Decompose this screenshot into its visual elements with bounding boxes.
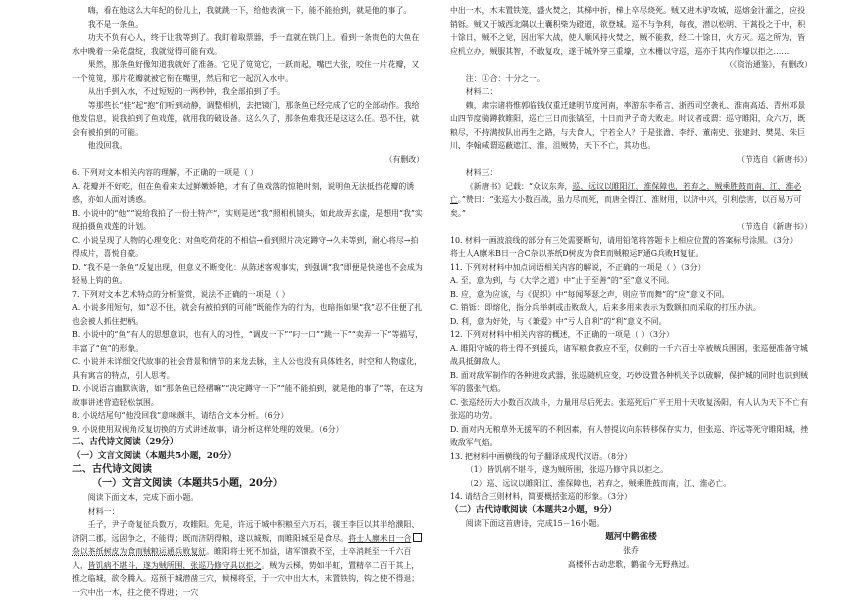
source-note: （节选自《新唐书》）	[737, 154, 812, 164]
story-paragraph: 果然，那条鱼好像知道我就好了准备。它见了笕笕它，一跃而起，嘴巴大张，咬住一片花瓣，又一个笕笕，那片花瓣就被它衔在嘴里，然后和它一起沉入水中。	[72, 60, 420, 83]
section-heading: 二、古代诗文阅读	[72, 464, 152, 475]
question-7: 7. 下列对文本艺术特点的分析鉴赏，说法不正确的一项是（ ）	[72, 289, 290, 299]
subsection-heading: （一）文言文阅读（本题共5小题，20分）	[72, 450, 237, 461]
source-note: （《资治通鉴》，有删改）	[725, 60, 812, 69]
material-label: 材料一：	[87, 506, 120, 516]
passage-text: 。贼为云梯，势如半虹，置精卒二百于其上，推之临城，欲令腾入。巡预于城潜凿三穴，候梯将至，于一穴中出大木，末置铁钩，钩之使不得退；一穴中出一木，拄之使不得进；一穴	[72, 560, 420, 597]
question-9: 9. 小说使用双视角反复切换的方式讲述故事，请分析这样处理的效果。（6分）	[72, 424, 344, 434]
reading-instruction: 阅读下面文本，完成下面小题。	[87, 493, 199, 502]
passage-text: 。睢阳将士死不加益，诸军馈救不至，士卒消耗至一千六百人，	[72, 547, 412, 570]
option-d: D. 小说语言幽默诙谐，如“那条鱼已经褶嘛”“决定蹲守一下”“能不能拍到，就是他的事了”等，在这为故事讲述营造轻松氛围。	[72, 384, 423, 407]
source-note: （有删改）	[384, 154, 424, 164]
wavy-underlined-phrase: 杂以茶纸树皮为食而贼粮运通兵败复征	[72, 547, 207, 556]
source-note: （节选自《新唐书》）	[737, 222, 812, 231]
option-a: A. 至，意为到，与《大学之道》中“止于至善”的“至”意义不同。	[450, 276, 675, 285]
poem-author: 张乔	[623, 546, 639, 555]
story-paragraph: 功夫不负有心人，终于让我等到了。我盯着取票器，手一直就在铁门上。看到一条贵色的大鱼在水中晚着一朵花盘绽，我就觉得可能有戏。	[72, 33, 420, 56]
story-paragraph: 从出手到入水，不过短短的一两秒钟，我全部拍到了手。	[87, 87, 286, 96]
option-a: A. 花瓣并不好吃，但在鱼看来太过鲜嫩娇艳，才有了鱼戏落的惊艳时刻，说明鱼无法抵挡花瓣的诱惑，亦如人面对诱惑。	[72, 181, 415, 204]
story-paragraph: 嗨，看在他这么大年纪的份儿上，我就跳一下，给他表演一下，能不能抬到，就是他的事了。	[87, 6, 412, 15]
question-14: 14. 请结合三则材料，简要概括张巡的形象。（3分）	[450, 492, 632, 501]
option-a: A. 小说多用短句，如“忍不住，就会有被拍到的可能”既能作为的行为，也暗指如果“我”忍不住便了扎也会被人抓住把柄。	[72, 303, 423, 326]
option-c: C. 小说并未详细交代故事的社会背景和情节的来龙去脉，主人公也没有具体姓名，时空和人物虚化，具有寓言的特点，引人思考。	[72, 357, 423, 380]
classical-passage: 赖，肃宗诸将惟郭临钱仅重迁建明节度河南，率游东李希言、浙西司空袭礼、淮南高适、青州邓景山四节度骑蹲救睢阳，巡亡三日而张镐至，十日而尹子奇大败走。时议者或谓：巡守睢阳，众六万，既粮尽，不持满按队出再生之路，与夫食人，宁若全人？于是张澹、李纾、董南史、张建封、樊晃、朱巨川、李翰咸谓巡蔽遮江、淮，沮贼势，天下不亡，其功也。	[450, 100, 806, 150]
subsection-heading: （二）古代诗歌阅读（本题共2小题，9分）	[450, 504, 617, 515]
question-12: 12. 下列对材料中相关内容的概述，不正确的一项是（ ）（3分）	[450, 330, 674, 339]
classical-passage	[72, 518, 424, 599]
option-c: C. 小说呈现了人物的心理变化：对鱼吃荷花的不相信→看到照片决定蹲守→久未等到，耐心将尽→拍得成片，喜悦自豪。	[72, 235, 419, 258]
classical-passage: 中出一木，木末置铁笼，盛火焚之，其梯中折，梯上卒尽烧死。贼又进木驴攻城，巡熔金汁灌之，应投销铄。贼又于城西北隅以土囊积柴为磴道，欲登城。巡不与争利，每夜，潜以松明、干蒿投之于中，积十馀日，贼不之觉，因出军大战，使人顺风持火焚之，贼不能救，经二十馀日，火方灭。巡之所为，皆应机立办，贼服其智，不敢复攻，遂于城外穿三重壕，立木栅以守巡，巡亦于其内作壕以拒之……	[450, 6, 806, 56]
right-column	[450, 4, 812, 571]
left-column	[72, 4, 424, 599]
option-c: C. 张巡经历大小数百次战斗，力量用尽后死去。张巡死后广平王用十天收复汤阳，有人认为天下不亡有张巡的功劳。	[450, 397, 808, 420]
question-13-part: （2）巡、远议以睢阳江、淮保障也，若弃之，贼乘胜鼓而南，江、淮必亡。	[465, 478, 732, 488]
footnote: 注：①合：十分之一。	[465, 73, 545, 83]
passage-text: 壬子，尹子奇复征兵数万，攻睢阳。先是，许远于城中积粮至六万石，虢王李巨以其半给濮阳、济阴二郡，远固争之，不能得；既而济阴得粮，遂以城叛，而睢阳城至是食尽。	[72, 520, 420, 543]
section-heading: 二、古代诗文阅读（29分）	[72, 437, 179, 447]
passage-text: 。”赞曰：“张巡大小数百战，虽力尽而死，而唐全得江、淮财用，以济中兴，引利偿害，以百易万可矣。”	[450, 195, 802, 218]
option-a: A. 睢阳守城的将士得不到援兵，诸军粮食救应不至，仅剩的一千六百士卒被贼兵围困，张巡便准备守城战具抵御敌人。	[450, 343, 808, 366]
question-6: 6. 下列对文本相关内容的理解，不正确的一项是（ ）	[72, 168, 259, 177]
story-paragraph: 我不是一条鱼。	[87, 19, 144, 29]
option-c: C. 销铄：即熔化，指分兵举刺或击败敌人，后来多用来表示为数额扣而采取的打压办法。	[450, 303, 761, 312]
question-10-options: 将士人A廪米B日一合C杂以茶纸D树皮为食E而贼粮运F通G兵败H复征。	[450, 249, 704, 258]
reading-instruction: 阅读下面这首唐诗，完成15－16小题。	[465, 519, 605, 528]
footnote-box-icon	[413, 533, 422, 542]
option-b: B. 面对敌军制作的各种进攻武器，张巡随机应变，巧妙设置各种机关予以破解，保护城的同时也识到贼军的嚣张气焰。	[450, 370, 809, 393]
story-paragraph: 等那些长“桂”起“抱”们听到动静，调整相机，去把镜门，那条鱼已经完成了它的全部动作。我给他发信息，说我拍到了鱼戏莲，就用我的破设备。这么久了，那条鱼难我还是这这么任。恐不住，就会有被拍到的可能。	[72, 100, 420, 137]
question-13-part: （1）皆饥病不堪斗，遂为贼所围，张巡乃修守具以拒之。	[465, 465, 669, 474]
option-d: D. 面对内无粮草外无援军的不利因素，有人替提议向东转移保存实力，但张巡、许远等死守睢阳城，挫败敌军气焰。	[450, 424, 809, 447]
question-11: 11. 下列对材料中加点词语相关内容的解说，不正确的一项是（ ）（3分）	[450, 262, 706, 272]
question-13: 13. 把材料中画横线的句子翻译成现代汉语。（8分）	[450, 451, 632, 461]
underlined-phrase: 巡、远议以睢阳江、淮保障也，若弃之，贼乘胜鼓而南，江、淮必亡	[450, 181, 802, 204]
subsection-heading: （一）文言文阅读（本题共5小题，20分）	[92, 478, 283, 489]
poem-line: 高楼怀古动悲歌，鹳雀今无野燕过。	[567, 559, 695, 569]
story-paragraph: 他没回我。	[87, 141, 128, 150]
option-d: D. “我不是一条鱼”反复出现，但意义不断变化：从陈述客观事实，到强调“我”即便是快递也不会成为轻易上钩的鱼。	[72, 262, 423, 285]
underlined-phrase: 将士人廪米日一合	[348, 533, 412, 543]
underlined-phrase: 皆饥病不堪斗，遂为贼所围，张巡乃修守具以拒之	[87, 560, 262, 570]
question-8: 8. 小说结尾句“他没回我”意味颇丰，请结合文本分析。（6分）	[72, 411, 289, 420]
option-b: B. 应，意为应该，与《促织》中“每闻琴瑟之声，则应节而舞”的“应”意义不同。	[450, 289, 730, 299]
passage-text: 《新唐书》记载：“众议东奔，	[465, 181, 573, 191]
question-10: 10. 材料一画波浪线的部分有三处需要断句，请用铅笔将答题卡上相应位置的答案标号涂黑。（3分）	[450, 235, 798, 245]
material-label: 材料三：	[465, 168, 498, 177]
poem-title: 题河中鹳雀楼	[605, 531, 657, 542]
option-b: B. 小说中的“他”“说给我拍了一份土特产”，实则是送“我”照相机镜头，如此故弄玄虚，是想用“我”实现拍摄鱼戏莲的计划。	[72, 208, 423, 231]
option-d: D. 利，意为好处，与《兼爱》中“亏人自利”的“利”意义不同。	[450, 316, 667, 326]
classical-passage	[450, 180, 812, 221]
option-b: B. 小说中的“鱼”有人的思想意识，也有人的习性，“调皮一下”“叼一口”“跳一下”“卖弄一下”等描写，丰富了“鱼”的形象。	[72, 330, 424, 353]
material-label: 材料二：	[465, 87, 498, 96]
